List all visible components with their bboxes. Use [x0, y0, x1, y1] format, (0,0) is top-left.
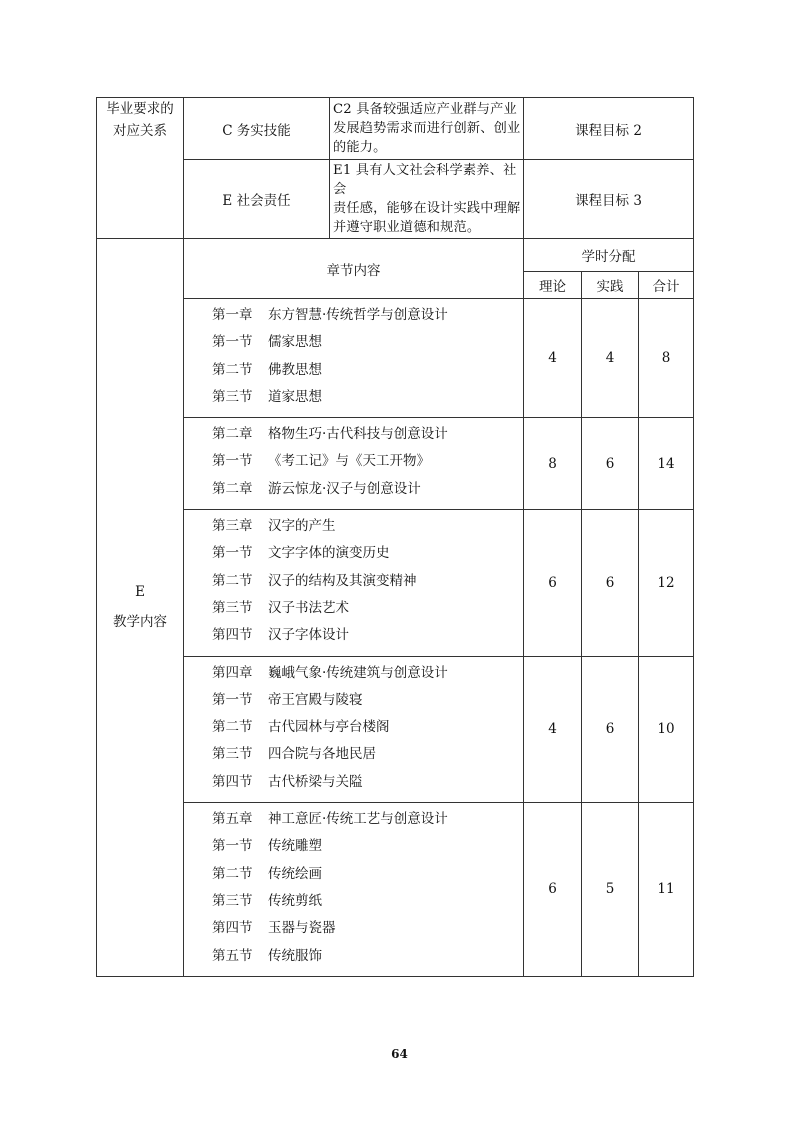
chapter-line	[212, 421, 523, 448]
section-line	[212, 329, 523, 356]
section-title: 帝王宫殿与陵寝	[268, 691, 363, 708]
section-title: 古代桥梁与关隘	[268, 773, 363, 790]
theory-hours: 6	[524, 803, 582, 977]
desc-line: 发展趋势需求而进行创新、创业	[333, 121, 521, 136]
section-label: 第二节	[212, 572, 253, 589]
section-label: 第四节	[212, 773, 253, 790]
chapter-label: 第五章	[212, 811, 253, 828]
chapter-title: 游云惊龙·汉子与创意设计	[268, 480, 421, 497]
chapter-label: 第三章	[212, 518, 253, 535]
total-hours: 10	[639, 656, 694, 802]
total-hours: 12	[639, 510, 694, 656]
content-label-cell	[97, 239, 184, 977]
section-label: 第一节	[212, 334, 253, 351]
total-header: 合计	[639, 272, 694, 299]
curriculum-table	[96, 97, 694, 977]
chapter-group-row	[97, 299, 694, 418]
requirement-description	[330, 160, 524, 239]
section-title: 传统绘画	[268, 865, 322, 882]
section-line	[212, 622, 523, 649]
mapping-row-e	[97, 160, 694, 239]
total-hours: 11	[639, 803, 694, 977]
section-label: 第三节	[212, 599, 253, 616]
content-label-line2: 教学内容	[113, 614, 167, 631]
section-label: 第三节	[212, 892, 253, 909]
practice-hours: 4	[582, 299, 639, 418]
requirement-description	[330, 98, 524, 160]
section-label: 第一节	[212, 838, 253, 855]
section-line	[212, 448, 523, 475]
mapping-label-line2: 对应关系	[113, 123, 167, 139]
content-header-row	[97, 239, 694, 272]
section-line	[212, 833, 523, 860]
section-line	[212, 595, 523, 622]
chapter-content-cell	[184, 299, 524, 418]
chapter-line	[212, 660, 523, 687]
chapter-title: 东方智慧·传统哲学与创意设计	[268, 307, 448, 323]
section-title: 《考工记》与《天工开物》	[268, 453, 430, 470]
theory-header: 理论	[524, 272, 582, 299]
mapping-label-cell	[97, 98, 184, 239]
chapter-line	[212, 806, 523, 833]
section-label: 第二节	[212, 719, 253, 736]
chapter-title: 格物生巧·古代科技与创意设计	[268, 426, 448, 443]
section-line	[212, 915, 523, 942]
requirement-cell: E 社会责任	[184, 160, 330, 239]
section-title: 四合院与各地民居	[268, 746, 376, 763]
theory-hours: 4	[524, 299, 582, 418]
practice-hours: 6	[582, 418, 639, 510]
chapter-line	[212, 513, 523, 540]
chapter-content-cell	[184, 656, 524, 802]
chapter-content-cell	[184, 510, 524, 656]
section-label: 第一节	[212, 545, 253, 562]
section-label: 第四节	[212, 920, 253, 937]
theory-hours: 8	[524, 418, 582, 510]
section-line	[212, 357, 523, 384]
section-title: 传统雕塑	[268, 838, 322, 855]
theory-hours: 4	[524, 656, 582, 802]
section-label: 第三节	[212, 388, 253, 405]
chapter-label: 第二章	[212, 480, 253, 497]
section-line	[212, 861, 523, 888]
section-title: 玉器与瓷器	[268, 920, 336, 937]
section-line	[212, 687, 523, 714]
content-label-line1: E	[135, 584, 145, 601]
section-label: 第三节	[212, 746, 253, 763]
section-line	[212, 540, 523, 567]
practice-hours: 6	[582, 510, 639, 656]
chapter-group-row	[97, 656, 694, 802]
mapping-label-line1: 毕业要求的	[106, 101, 174, 117]
theory-hours: 6	[524, 510, 582, 656]
total-hours: 14	[639, 418, 694, 510]
section-line	[212, 568, 523, 595]
mapping-row-c	[97, 98, 694, 160]
page-number: 64	[391, 1047, 408, 1061]
section-title: 道家思想	[268, 388, 322, 405]
chapter-label: 第二章	[212, 426, 253, 443]
section-title: 文字字体的演变历史	[268, 545, 390, 562]
section-title: 儒家思想	[268, 334, 322, 351]
desc-line: 并遵守职业道德和规范。	[333, 220, 481, 235]
section-line	[212, 943, 523, 970]
section-title: 汉子书法艺术	[268, 599, 349, 616]
desc-line: E1 具有人文社会科学素养、社会	[333, 163, 517, 197]
chapter-title: 神工意匠·传统工艺与创意设计	[268, 811, 448, 828]
section-line	[212, 888, 523, 915]
chapter-label: 第一章	[212, 307, 253, 323]
practice-hours: 5	[582, 803, 639, 977]
section-line	[212, 741, 523, 768]
section-label: 第五节	[212, 947, 253, 964]
chapter-group-row	[97, 418, 694, 510]
chapter-title: 巍峨气象·传统建筑与创意设计	[268, 664, 448, 681]
hours-header: 学时分配	[524, 239, 694, 272]
course-goal-cell: 课程目标 3	[524, 160, 694, 239]
section-title: 古代园林与亭台楼阁	[268, 719, 390, 736]
practice-header: 实践	[582, 272, 639, 299]
desc-line: 责任感，能够在设计实践中理解	[333, 201, 521, 216]
chapter-title: 汉字的产生	[268, 518, 336, 535]
section-line	[212, 714, 523, 741]
chapter-label: 第四章	[212, 664, 253, 681]
total-hours: 8	[639, 299, 694, 418]
section-title: 佛教思想	[268, 361, 322, 378]
requirement-cell: C 务实技能	[184, 98, 330, 160]
section-label: 第一节	[212, 691, 253, 708]
chapter-content-cell	[184, 418, 524, 510]
desc-line: 的能力。	[333, 140, 387, 155]
section-label: 第二节	[212, 361, 253, 378]
chapter-group-row	[97, 510, 694, 656]
desc-line: C2 具备较强适应产业群与产业	[333, 102, 517, 117]
section-title: 传统剪纸	[268, 892, 322, 909]
section-line	[212, 769, 523, 796]
chapter-content-header: 章节内容	[184, 239, 524, 299]
chapter-line	[212, 302, 523, 329]
practice-hours: 6	[582, 656, 639, 802]
section-line	[212, 384, 523, 411]
section-label: 第二节	[212, 865, 253, 882]
section-title: 传统服饰	[268, 947, 322, 964]
course-goal-cell: 课程目标 2	[524, 98, 694, 160]
section-label: 第四节	[212, 627, 253, 644]
section-title: 汉子字体设计	[268, 627, 349, 644]
chapter-line	[212, 476, 523, 503]
section-label: 第一节	[212, 453, 253, 470]
chapter-group-row	[97, 803, 694, 977]
chapter-content-cell	[184, 803, 524, 977]
section-title: 汉子的结构及其演变精神	[268, 572, 417, 589]
